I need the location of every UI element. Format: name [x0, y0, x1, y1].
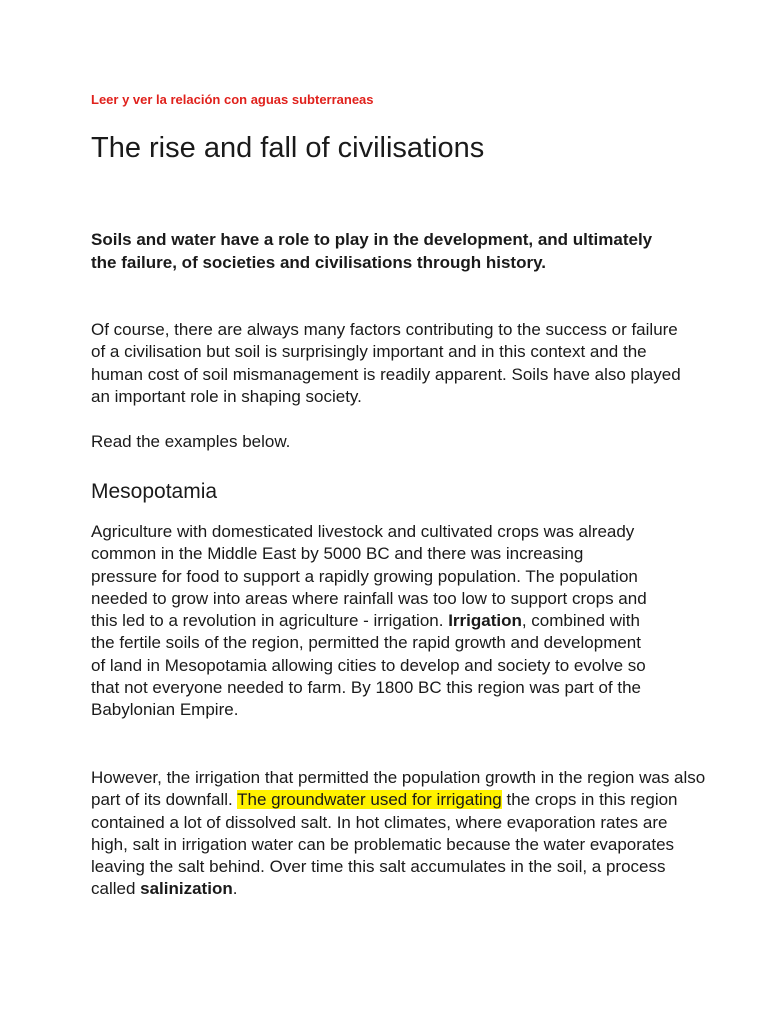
annotation-note: Leer y ver la relación con aguas subterraneas [91, 92, 374, 107]
bold-term-salinization: salinization [140, 879, 233, 899]
paragraph-text: . [232, 879, 238, 899]
paragraph-text: However, the irrigation that permitted the population growth in the region was also part of its downfall. [91, 768, 706, 810]
paragraph-text: Agriculture with domesticated livestock and cultivated crops was already common in the Middle East by 5000 BC and there was increasing pressure for food to support a rapidly growing population. The population needed to grow into areas where rainfall was too low to support crops and this led to a revolution in agriculture - irrigation. [91, 522, 647, 631]
intro-paragraph: Of course, there are always many factors contributing to the success or failure of a civilisation but soil is surprisingly important and in this context and the human cost of soil mismanagement is readily apparent. Soils have also played an important role in shaping society. [91, 320, 681, 406]
section-heading-mesopotamia: Mesopotamia [91, 480, 218, 503]
highlighted-text: The groundwater used for irrigating [237, 790, 502, 810]
lead-paragraph: Soils and water have a role to play in the development, and ultimately the failure, of societies and civilisations through history. [91, 230, 653, 272]
paragraph-text: , combined with the fertile soils of the region, permitted the rapid growth and development of land in Mesopotamia allowing cities to develop and society to evolve so that not everyone needed to farm. By 1800 BC this region was part of the Babylonian Empire. [91, 611, 646, 720]
bold-term-irrigation: Irrigation [448, 611, 522, 631]
page-title: The rise and fall of civilisations [91, 132, 485, 164]
read-examples-paragraph: Read the examples below. [91, 432, 291, 451]
mesopotamia-paragraph-1 [91, 521, 651, 722]
mesopotamia-paragraph-2 [91, 767, 706, 901]
paragraph-text: the crops in this region contained a lot of dissolved salt. In hot climates, where evaporation rates are high, salt in irrigation water can be problematic because the water evaporates leaving the salt behind. Over time this salt accumulates in the soil, a process called [91, 790, 678, 899]
